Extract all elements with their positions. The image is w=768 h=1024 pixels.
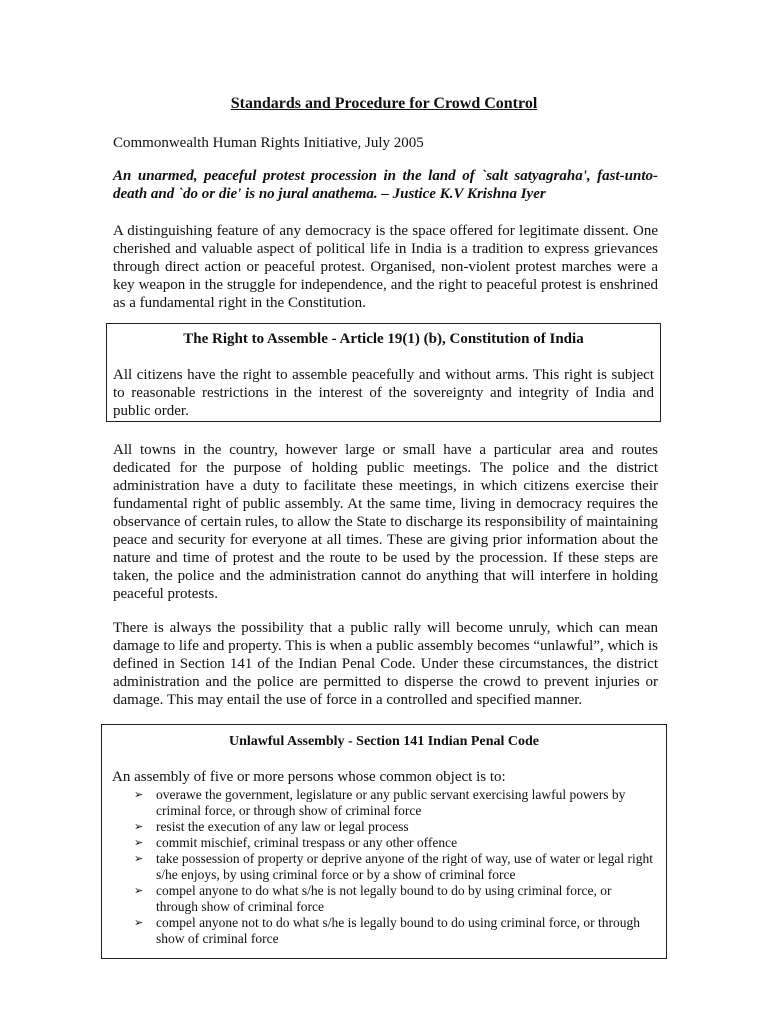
unlawful-assembly-paragraph: There is always the possibility that a public rally will become unruly, which can mean damage to life and property. This is when a public assembly becomes “unlawful”, which is defined in Section 141 of the Indian Penal Code. Under these circumstances, the district administration and the police are permitted to disperse the crowd to prevent injuries or damage. This may entail the use of force in a controlled and specified manner. xyxy=(113,620,658,708)
arrow-bullet-icon: ➢ xyxy=(134,788,144,801)
article-19-body: All citizens have the right to assemble peacefully and without arms. This right is subject to reasonable restrictions in the interest of the sovereignty and integrity of India and public order. xyxy=(113,367,654,419)
article-19-heading: The Right to Assemble - Article 19(1) (b), Constitution of India xyxy=(183,331,584,347)
list-item xyxy=(112,835,656,851)
list-item-text: compel anyone to do what s/he is not legally bound to do by using criminal force, or through show of criminal force xyxy=(156,883,612,914)
list-item-text: resist the execution of any law or legal process xyxy=(156,819,409,834)
section-141-heading: Unlawful Assembly - Section 141 Indian Penal Code xyxy=(229,734,539,749)
arrow-bullet-icon: ➢ xyxy=(134,820,144,833)
list-item-text: take possession of property or deprive anyone of the right of way, use of water or legal right s/he enjoys, by using criminal force or by a show of criminal force xyxy=(156,851,653,882)
article-19-box xyxy=(106,323,661,422)
section-141-box xyxy=(101,724,667,959)
page-title: Standards and Procedure for Crowd Control xyxy=(230,95,538,112)
list-item xyxy=(112,787,656,819)
list-item xyxy=(112,883,656,915)
list-item-text: compel anyone not to do what s/he is legally bound to do using criminal force, or through show of criminal force xyxy=(156,915,641,946)
list-item-text: overawe the government, legislature or any public servant exercising lawful powers by criminal force, or through show of criminal force xyxy=(156,787,626,818)
epigraph-quote: An unarmed, peaceful protest procession in the land of `salt satyagraha', fast-unto-death and `do or die' is no jural anathema. – Justice K.V Krishna Iyer xyxy=(113,168,658,202)
arrow-bullet-icon: ➢ xyxy=(134,884,144,897)
section-141-intro: An assembly of five or more persons whose common object is to: xyxy=(112,769,506,785)
arrow-bullet-icon: ➢ xyxy=(134,916,144,929)
public-meetings-paragraph: All towns in the country, however large or small have a particular area and routes dedicated for the purpose of holding public meetings. The police and the district administration have a duty to facilitate these meetings, in which citizens exercise their fundamental right of public assembly. At the same time, living in democracy requires the observance of certain rules, to allow the State to discharge its responsibility of maintaining peace and security for everyone at all times. These are giving prior information about the nature and time of protest and the route to be used by the procession. If these steps are taken, the police and the administration cannot do anything that will interfere in holding peaceful protests. xyxy=(113,442,658,602)
list-item xyxy=(112,851,656,883)
list-item-text: commit mischief, criminal trespass or any other offence xyxy=(156,835,458,850)
arrow-bullet-icon: ➢ xyxy=(134,852,144,865)
section-141-list xyxy=(112,787,656,947)
document-subtitle: Commonwealth Human Rights Initiative, July 2005 xyxy=(113,135,424,151)
arrow-bullet-icon: ➢ xyxy=(134,836,144,849)
list-item xyxy=(112,915,656,947)
intro-paragraph: A distinguishing feature of any democracy is the space offered for legitimate dissent. One cherished and valuable aspect of political life in India is a tradition to express grievances through direct action or peaceful protest. Organised, non-violent protest marches were a key weapon in the struggle for independence, and the right to peaceful protest is enshrined as a fundamental right in the Constitution. xyxy=(113,223,658,311)
list-item xyxy=(112,819,656,835)
